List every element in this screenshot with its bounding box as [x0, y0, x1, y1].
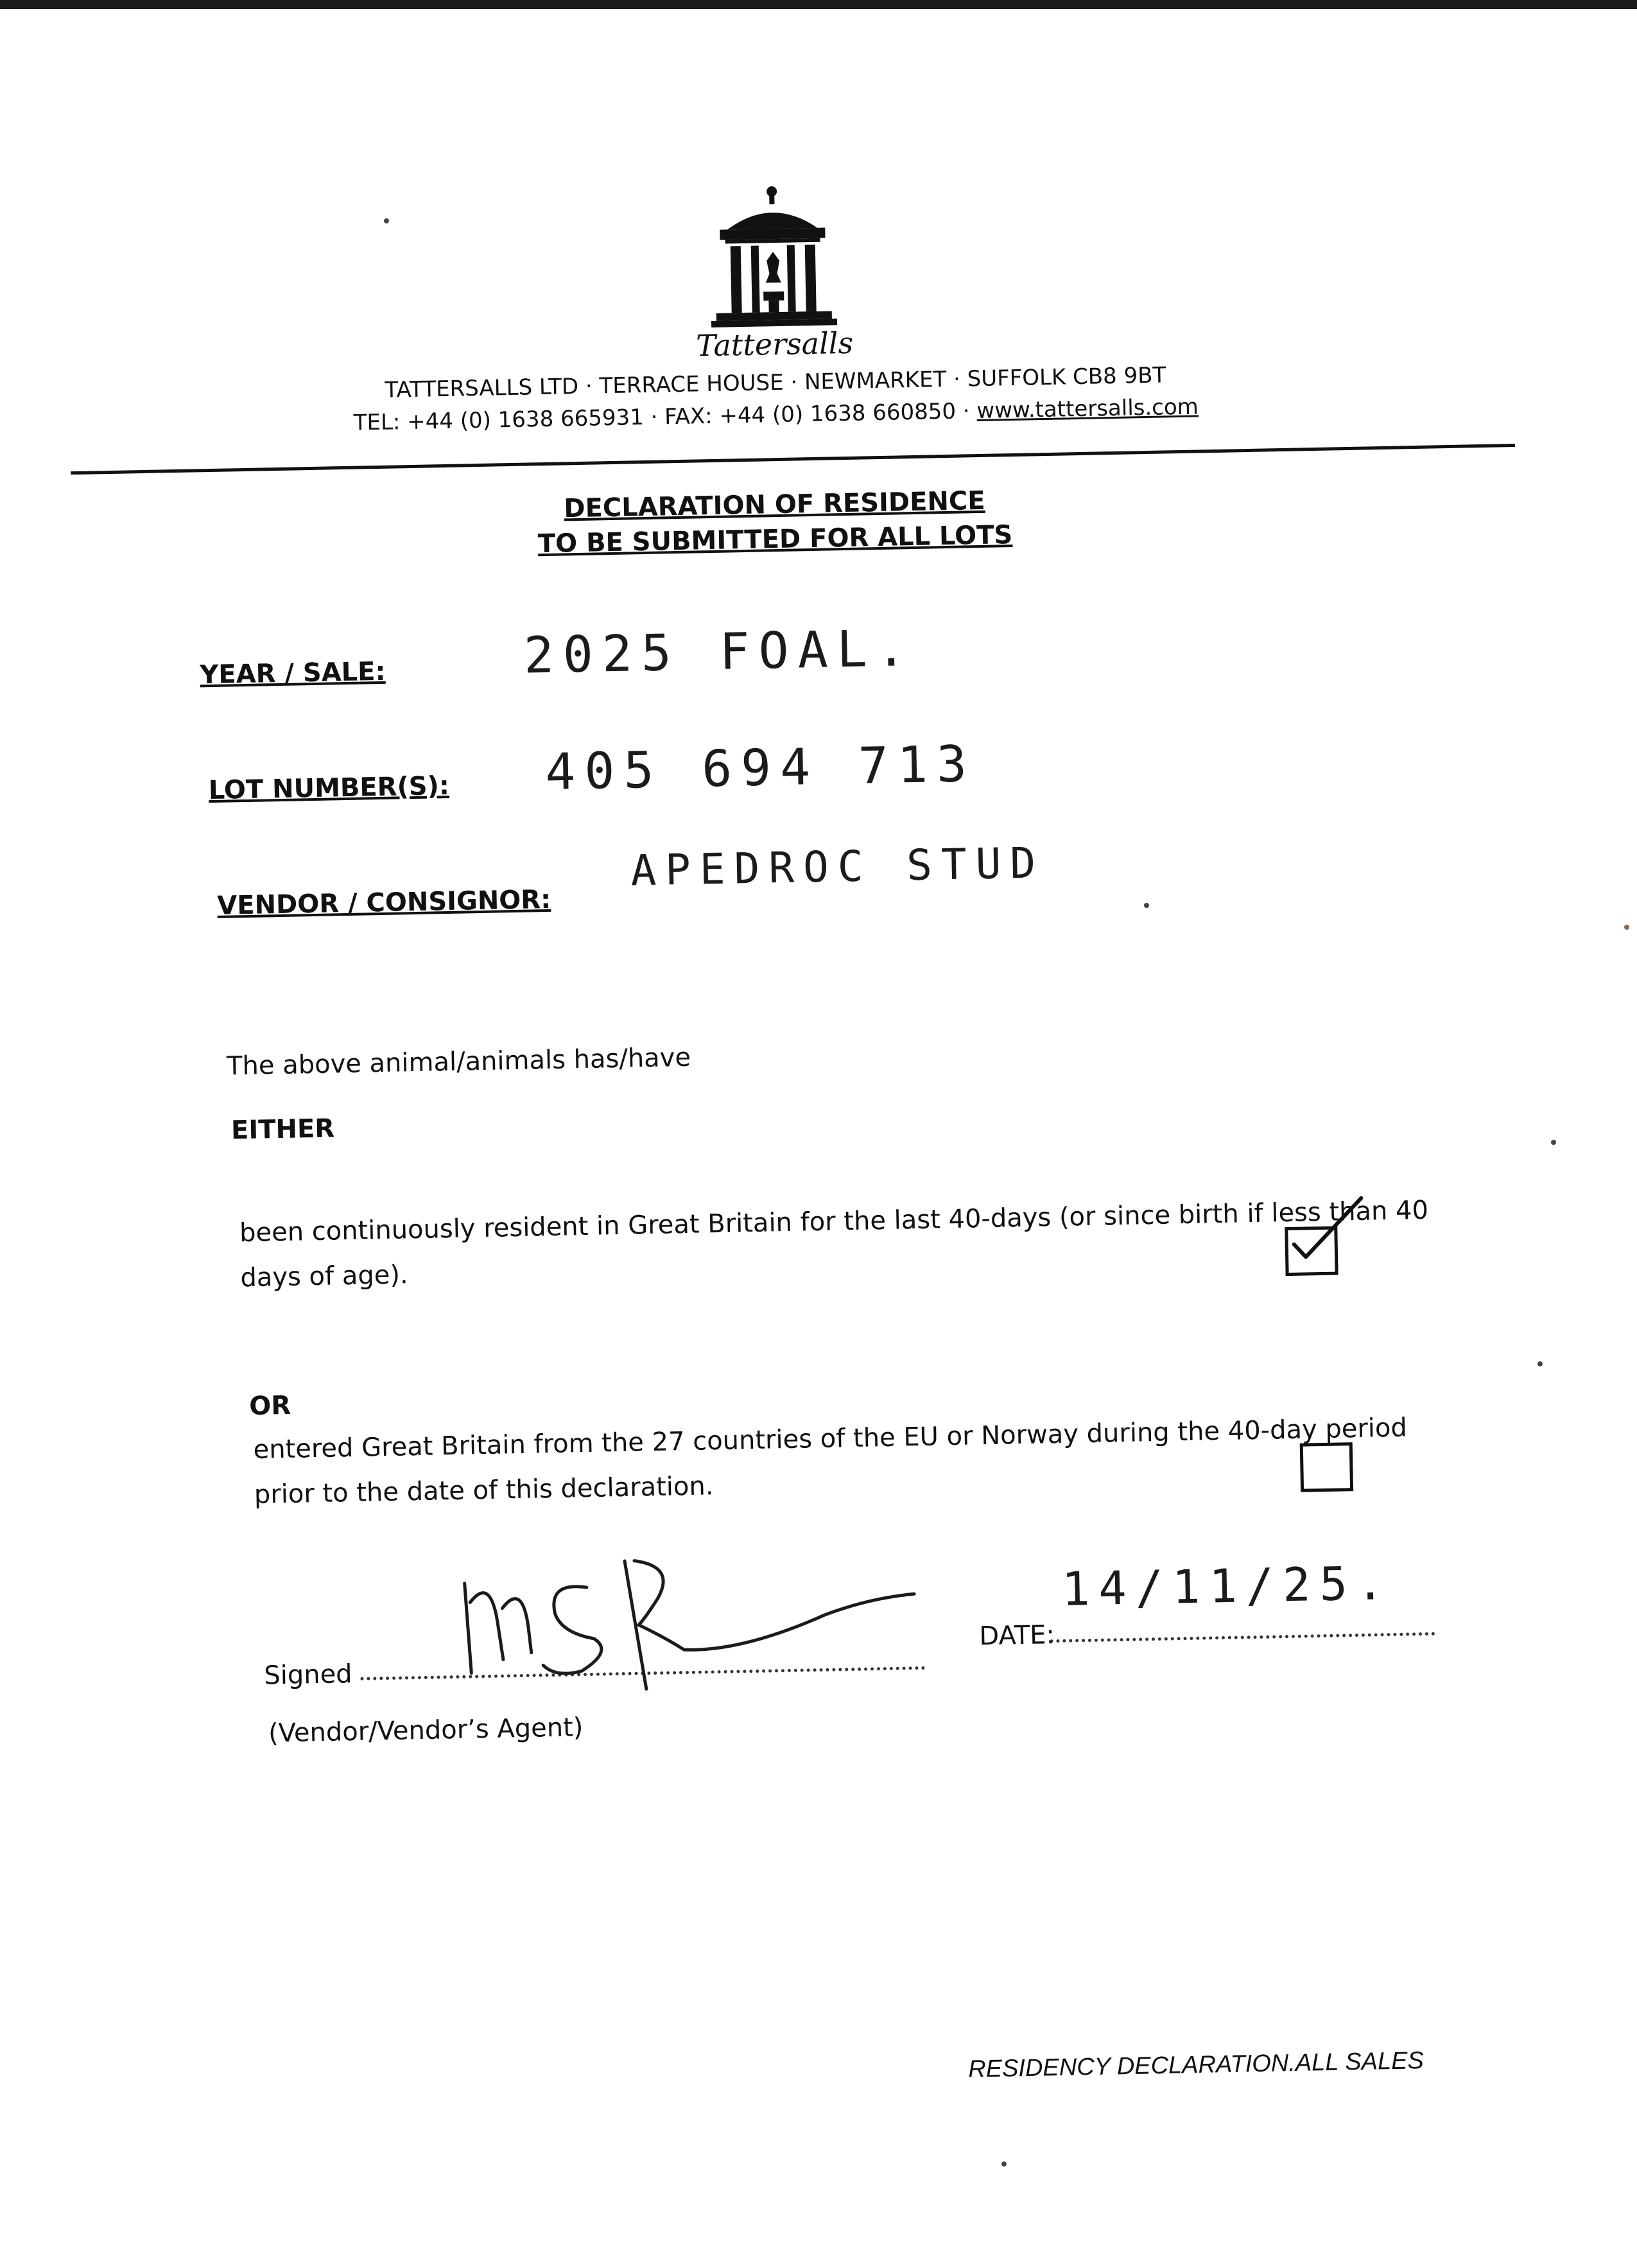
- option1-text-line1: been continuously resident in Great Britain for the last 40-days (or since birth if less than 40: [239, 1195, 1429, 1248]
- vendor-consignor-value[interactable]: APEDROC STUD: [630, 838, 1045, 896]
- tattersalls-logo-icon: [701, 182, 845, 333]
- contact-phone-fax: TEL: +44 (0) 1638 665931 · FAX: +44 (0) 1638 660850 ·: [353, 398, 977, 436]
- intro-text: The above animal/animals has/have: [226, 1042, 691, 1081]
- document-title: DECLARATION OF RESIDENCE: [563, 485, 986, 524]
- handwritten-signature: [451, 1536, 942, 1706]
- company-address: TATTERSALLS LTD · TERRACE HOUSE · NEWMARKET · SUFFOLK CB8 9BT: [385, 362, 1166, 403]
- date-line[interactable]: [1050, 1632, 1435, 1643]
- lot-numbers-value[interactable]: 405 694 713: [544, 735, 976, 802]
- option2-text-line2: prior to the date of this declaration.: [254, 1471, 714, 1510]
- footer-reference: RESIDENCY DECLARATION.ALL SALES: [967, 2047, 1425, 2083]
- scan-speck: [1001, 2161, 1007, 2167]
- signed-label: Signed: [263, 1659, 353, 1691]
- option2-text-line1: entered Great Britain from the 27 countries of the EU or Norway during the 40-day period: [253, 1413, 1408, 1465]
- option1-text-line2: days of age).: [240, 1260, 409, 1293]
- option2-checkbox[interactable]: [1300, 1442, 1353, 1492]
- year-sale-label: YEAR / SALE:: [199, 656, 386, 690]
- date-value[interactable]: 14/11/25.: [1061, 1555, 1394, 1616]
- brand-name: Tattersalls: [695, 325, 854, 363]
- or-label: OR: [248, 1390, 291, 1422]
- header-divider: [71, 444, 1515, 475]
- either-label: EITHER: [230, 1113, 335, 1146]
- checkmark-icon: [1279, 1184, 1370, 1269]
- document-subtitle: TO BE SUBMITTED FOR ALL LOTS: [537, 520, 1013, 559]
- scan-speck: [1144, 903, 1149, 908]
- scan-speck: [1551, 1140, 1556, 1145]
- date-label: DATE:: [978, 1620, 1055, 1652]
- lot-numbers-label: LOT NUMBER(S):: [208, 771, 450, 806]
- signer-role: (Vendor/Vendor’s Agent): [268, 1713, 584, 1749]
- vendor-consignor-label: VENDOR / CONSIGNOR:: [216, 884, 551, 921]
- scan-speck: [1624, 925, 1629, 930]
- website-link[interactable]: www.tattersalls.com: [976, 394, 1199, 424]
- scan-speck: [1537, 1361, 1543, 1366]
- year-sale-value[interactable]: 2025 FOAL.: [523, 619, 916, 685]
- scan-speck: [384, 218, 389, 223]
